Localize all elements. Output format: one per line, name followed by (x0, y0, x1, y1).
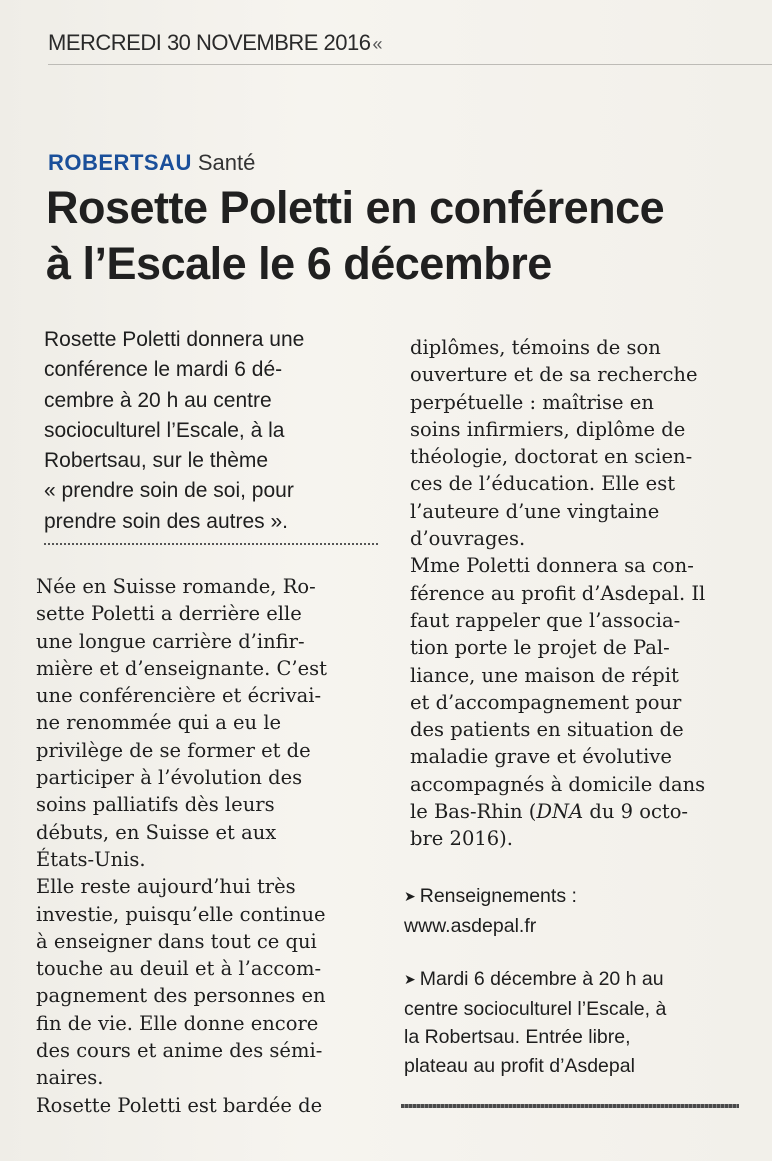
body-line: États-Unis. (36, 847, 146, 871)
body-text: du 9 octo- (583, 800, 689, 824)
lead-line: « prendre soin de soi, pour (44, 479, 294, 503)
info-block-event (404, 965, 666, 1080)
lead-line: socioculturel l’Escale, à la (44, 418, 285, 442)
end-rule (401, 1104, 739, 1108)
body-line: naires. (36, 1066, 104, 1090)
info-line: centre socioculturel l’Escale, à (404, 997, 667, 1020)
body-line: tion porte le projet de Pal- (410, 636, 670, 660)
body-line: d’ouvrages. (410, 527, 526, 551)
body-line: bre 2016). (410, 827, 513, 851)
body-line: Née en Suisse romande, Ro- (36, 575, 316, 598)
body-line: et d’accompagnement pour (410, 690, 682, 714)
body-line: faut rappeler que l’associa- (410, 608, 681, 632)
headline-line-1: Rosette Poletti en conférence (46, 182, 665, 233)
body-line: maladie grave et évolutive (410, 745, 672, 769)
info-line (404, 882, 577, 912)
arrow-icon: ➤ (404, 971, 416, 987)
body-line: sette Poletti a derrière elle (36, 602, 302, 626)
body-line: soins infirmiers, diplôme de (410, 417, 686, 441)
info-block-contact (404, 882, 577, 940)
info-text: Mardi 6 décembre à 20 h au (419, 968, 664, 990)
body-line: une conférencière et écrivai- (36, 684, 322, 708)
body-line: ces de l’éducation. Elle est (410, 472, 676, 496)
article-headline (46, 180, 766, 292)
headline-line-2: à l’Escale le 6 décembre (46, 238, 552, 289)
dateline-text: MERCREDI 30 NOVEMBRE 2016 (48, 30, 371, 55)
info-line: la Robertsau. Entrée libre, (404, 1026, 631, 1048)
body-line: investie, puisqu’elle continue (36, 902, 326, 926)
info-line: plateau au profit d’Asdepal (404, 1054, 635, 1077)
body-line: théologie, doctorat en scien- (410, 445, 693, 469)
body-line: diplômes, témoins de son (410, 336, 661, 359)
body-line: pagnement des personnes en (36, 984, 326, 1008)
kicker-location: ROBERTSAU (48, 150, 192, 175)
lead-line: cembre à 20 h au centre (44, 388, 272, 412)
body-line: ouverture et de sa recherche (410, 363, 698, 387)
body-line: des cours et anime des sémi- (36, 1039, 323, 1063)
info-line (404, 965, 666, 995)
body-line: liance, une maison de répit (410, 663, 679, 687)
article-lead (44, 325, 389, 537)
body-line: Mme Poletti donnera sa con- (410, 554, 694, 578)
body-line: des patients en situation de (410, 718, 684, 742)
website-link[interactable]: www.asdepal.fr (404, 914, 537, 937)
article-kicker (48, 150, 255, 176)
article-body-right (410, 334, 760, 853)
body-line: débuts, en Suisse et aux (36, 820, 277, 844)
body-line: Rosette Poletti est bardée de (36, 1093, 323, 1117)
body-line: une longue carrière d’infir- (36, 629, 305, 653)
body-line: Elle reste aujourd’hui très (36, 875, 296, 899)
body-line: ne renommée qui a eu le (36, 711, 282, 735)
body-line: mière et d’enseignante. C’est (36, 656, 327, 680)
dateline (48, 30, 382, 56)
body-line: perpétuelle : maîtrise en (410, 390, 654, 414)
lead-separator (44, 543, 378, 545)
body-text: le Bas-Rhin ( (410, 800, 537, 824)
body-line: l’auteure d’une vingtaine (410, 499, 660, 523)
body-line: touche au deuil et à l’accom- (36, 957, 322, 981)
body-line: participer à l’évolution des (36, 766, 303, 790)
source-name: DNA (536, 800, 584, 824)
lead-line: Rosette Poletti donnera une (44, 328, 305, 351)
lead-line: prendre soin des autres ». (44, 509, 288, 533)
kicker-rubric: Santé (197, 150, 256, 175)
body-line: accompagnés à domicile dans (410, 772, 706, 796)
lead-line: conférence le mardi 6 dé- (44, 358, 283, 382)
body-line: soins palliatifs dès leurs (36, 793, 275, 817)
article-body-left (36, 573, 381, 1119)
body-line: privilège de se former et de (36, 738, 311, 762)
lead-line: Robertsau, sur le thème (44, 449, 269, 473)
body-line (410, 798, 760, 825)
body-line: à enseigner dans tout ce qui (36, 929, 317, 953)
body-line: férence au profit d’Asdepal. Il (410, 581, 706, 605)
info-heading: Renseignements : (419, 885, 577, 907)
body-line: fin de vie. Elle donne encore (36, 1011, 319, 1035)
dateline-marker: « (372, 34, 383, 54)
dateline-rule (48, 64, 772, 65)
arrow-icon: ➤ (404, 888, 416, 904)
